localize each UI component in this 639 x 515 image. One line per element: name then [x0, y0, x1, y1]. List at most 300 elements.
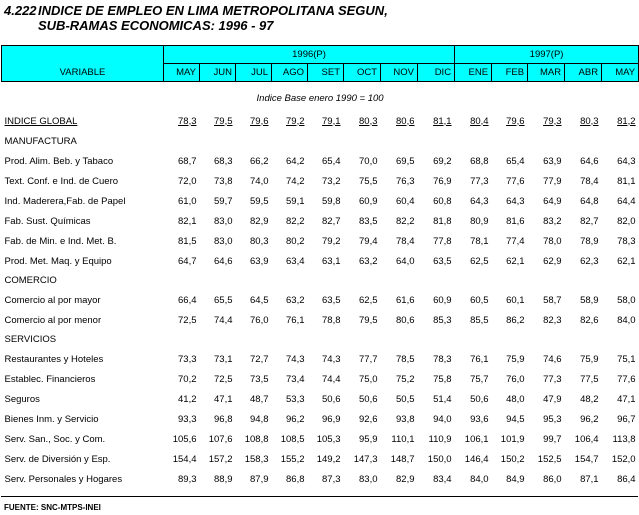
value-cell: 58,7: [543, 294, 562, 306]
value-cell: 64,4: [617, 195, 636, 207]
value-cell: 50,6: [470, 393, 489, 405]
value-cell: 77,6: [617, 373, 636, 385]
header-month: MAY: [164, 64, 200, 82]
value-cell: 66,4: [178, 294, 197, 306]
source-note: FUENTE: SNC-MTPS-INEI: [4, 503, 101, 512]
header-month: DIC: [418, 64, 455, 82]
header-month: ABR: [565, 64, 602, 82]
value-cell: 82,6: [580, 314, 599, 326]
value-cell: 79,4: [359, 235, 378, 247]
value-cell: 62,1: [617, 255, 636, 267]
value-cell: 99,7: [543, 433, 562, 445]
value-cell: 86,2: [506, 314, 525, 326]
value-cell: 58,0: [617, 294, 636, 306]
table-row: [2, 389, 639, 409]
value-cell: 149,2: [316, 453, 341, 465]
value-cell: 101,9: [500, 433, 525, 445]
value-cell: [455, 271, 492, 290]
value-cell: 79,1: [322, 115, 341, 127]
value-cell: 154,7: [574, 453, 599, 465]
value-cell: 59,8: [322, 195, 341, 207]
section-label: MANUFACTURA: [4, 136, 77, 147]
value-cell: 89,3: [178, 473, 197, 485]
value-cell: [200, 132, 236, 151]
section-row: [2, 132, 639, 151]
header-month: JUN: [200, 64, 236, 82]
value-cell: 73,3: [178, 353, 197, 365]
section-row: [2, 330, 639, 349]
value-cell: 76,3: [396, 175, 415, 187]
value-cell: [344, 271, 381, 290]
value-cell: [492, 271, 528, 290]
value-cell: 62,5: [359, 294, 378, 306]
value-cell: [602, 330, 639, 349]
value-cell: 77,6: [506, 175, 525, 187]
value-cell: [418, 330, 455, 349]
value-cell: 73,8: [214, 175, 233, 187]
value-cell: [164, 330, 200, 349]
value-cell: 47,9: [543, 393, 562, 405]
value-cell: [200, 330, 236, 349]
value-cell: 69,5: [396, 155, 415, 167]
value-cell: 77,3: [470, 175, 489, 187]
table-row: [2, 310, 639, 330]
value-cell: 108,5: [280, 433, 305, 445]
value-cell: [236, 132, 272, 151]
value-cell: 81,8: [433, 215, 452, 227]
value-cell: 78,4: [580, 175, 599, 187]
value-cell: 110,9: [428, 433, 452, 445]
value-cell: 64,3: [470, 195, 489, 207]
value-cell: 95,9: [359, 433, 378, 445]
value-cell: 94,8: [250, 413, 269, 425]
value-cell: 63,5: [322, 294, 341, 306]
value-cell: 81,6: [506, 215, 525, 227]
value-cell: 152,5: [537, 453, 562, 465]
value-cell: 72,0: [178, 175, 197, 187]
value-cell: 107,6: [208, 433, 233, 445]
table-row: [2, 231, 639, 251]
value-cell: [381, 132, 418, 151]
value-cell: [455, 132, 492, 151]
header-month: JUL: [236, 64, 272, 82]
value-cell: [344, 330, 381, 349]
value-cell: [602, 271, 639, 290]
value-cell: 73,4: [286, 373, 305, 385]
value-cell: 63,4: [286, 255, 305, 267]
value-cell: 77,9: [543, 175, 562, 187]
value-cell: 150,2: [500, 453, 525, 465]
value-cell: [200, 271, 236, 290]
value-cell: [272, 132, 308, 151]
table-title-line1: [4, 3, 388, 18]
row-label: Fab. de Min. e Ind. Met. B.: [4, 235, 117, 247]
value-cell: 64,3: [617, 155, 636, 167]
value-cell: 50,6: [322, 393, 341, 405]
table-row: [2, 251, 639, 271]
row-label: Text. Conf. e Ind. de Cuero: [4, 175, 119, 187]
value-cell: 47,1: [617, 393, 636, 405]
value-cell: 72,5: [178, 314, 197, 326]
value-cell: 77,8: [433, 235, 452, 247]
base-note: Indice Base enero 1990 = 100: [256, 92, 384, 104]
value-cell: 66,2: [250, 155, 269, 167]
value-cell: 81,1: [617, 175, 636, 187]
value-cell: 85,3: [433, 314, 452, 326]
value-cell: 76,9: [433, 175, 452, 187]
value-cell: 94,5: [506, 413, 525, 425]
value-cell: 83,0: [214, 215, 233, 227]
value-cell: 76,0: [250, 314, 269, 326]
value-cell: 61,6: [396, 294, 415, 306]
value-cell: 65,4: [322, 155, 341, 167]
value-cell: 79,6: [506, 115, 525, 127]
value-cell: 96,8: [214, 413, 233, 425]
value-cell: 78,9: [580, 235, 599, 247]
value-cell: [492, 132, 528, 151]
value-cell: 78,3: [617, 235, 636, 247]
value-cell: 76,1: [470, 353, 489, 365]
value-cell: [528, 271, 565, 290]
value-cell: 75,2: [396, 373, 415, 385]
value-cell: [308, 132, 344, 151]
value-cell: 158,3: [244, 453, 269, 465]
value-cell: 96,9: [322, 413, 341, 425]
value-cell: 95,3: [543, 413, 562, 425]
value-cell: 79,5: [359, 314, 378, 326]
value-cell: 63,9: [543, 155, 562, 167]
table-row: [2, 290, 639, 310]
value-cell: 82,2: [396, 215, 415, 227]
value-cell: [455, 330, 492, 349]
value-cell: [565, 271, 602, 290]
value-cell: 77,7: [359, 353, 378, 365]
value-cell: 79,3: [543, 115, 562, 127]
header-variable: VARIABLE: [2, 64, 164, 82]
value-cell: 113,8: [612, 433, 636, 445]
value-cell: 75,9: [506, 353, 525, 365]
header-month: ENE: [455, 64, 492, 82]
value-cell: 77,4: [506, 235, 525, 247]
value-cell: 64,7: [178, 255, 197, 267]
value-cell: 94,0: [433, 413, 452, 425]
value-cell: 106,1: [464, 433, 489, 445]
value-cell: 75,9: [580, 353, 599, 365]
table-row: [2, 409, 639, 429]
value-cell: 92,6: [359, 413, 378, 425]
value-cell: 76,1: [286, 314, 305, 326]
row-label: Ind. Maderera,Fab. de Papel: [4, 195, 126, 207]
value-cell: 63,2: [286, 294, 305, 306]
value-cell: 93,3: [178, 413, 197, 425]
value-cell: 82,2: [286, 215, 305, 227]
value-cell: 83,4: [433, 473, 452, 485]
value-cell: 86,4: [617, 473, 636, 485]
value-cell: 41,2: [178, 393, 197, 405]
value-cell: [565, 132, 602, 151]
value-cell: 82,1: [178, 215, 197, 227]
value-cell: 60,1: [506, 294, 525, 306]
value-cell: 65,4: [506, 155, 525, 167]
value-cell: 84,0: [470, 473, 489, 485]
value-cell: 88,9: [214, 473, 233, 485]
value-cell: [308, 330, 344, 349]
value-cell: 78,3: [433, 353, 452, 365]
value-cell: 74,4: [214, 314, 233, 326]
table-row: [2, 349, 639, 369]
value-cell: 68,3: [214, 155, 233, 167]
value-cell: [308, 271, 344, 290]
table-row: [2, 429, 639, 449]
value-cell: 70,2: [178, 373, 197, 385]
row-label: Comercio al por mayor: [4, 294, 101, 306]
value-cell: 60,5: [470, 294, 489, 306]
value-cell: 81,5: [178, 235, 197, 247]
value-cell: [381, 271, 418, 290]
value-cell: 83,0: [214, 235, 233, 247]
value-cell: 63,1: [322, 255, 341, 267]
value-cell: 80,3: [359, 115, 378, 127]
value-cell: 78,1: [470, 235, 489, 247]
value-cell: 68,7: [178, 155, 197, 167]
value-cell: 77,5: [580, 373, 599, 385]
value-cell: 96,2: [580, 413, 599, 425]
value-cell: 62,3: [580, 255, 599, 267]
global-index-row: [2, 110, 639, 132]
value-cell: 148,7: [390, 453, 415, 465]
value-cell: 73,2: [322, 175, 341, 187]
value-cell: 85,5: [470, 314, 489, 326]
value-cell: 50,5: [396, 393, 415, 405]
value-cell: 74,4: [322, 373, 341, 385]
value-cell: 152,0: [611, 453, 636, 465]
value-cell: 74,3: [322, 353, 341, 365]
value-cell: 76,0: [506, 373, 525, 385]
value-cell: 87,1: [580, 473, 599, 485]
value-cell: 51,4: [433, 393, 452, 405]
value-cell: 106,4: [574, 433, 599, 445]
value-cell: 63,5: [433, 255, 452, 267]
value-cell: 74,2: [286, 175, 305, 187]
value-cell: 96,7: [617, 413, 636, 425]
value-cell: 58,9: [580, 294, 599, 306]
value-cell: [164, 132, 200, 151]
header-year-row: [2, 46, 639, 64]
row-label: Serv. de Diversión y Esp.: [4, 453, 111, 465]
value-cell: 79,6: [250, 115, 269, 127]
value-cell: 62,5: [470, 255, 489, 267]
row-label: Bienes Inm. y Servicio: [4, 413, 99, 425]
value-cell: 86,0: [543, 473, 562, 485]
value-cell: 87,9: [250, 473, 269, 485]
row-label: Seguros: [4, 393, 40, 405]
value-cell: 147,3: [353, 453, 378, 465]
header-month: NOV: [381, 64, 418, 82]
value-cell: 110,1: [391, 433, 415, 445]
value-cell: 78,4: [396, 235, 415, 247]
value-cell: [528, 330, 565, 349]
value-cell: 62,1: [506, 255, 525, 267]
section-label: SERVICIOS: [4, 334, 57, 345]
value-cell: 64,6: [214, 255, 233, 267]
value-cell: 150,0: [427, 453, 452, 465]
value-cell: 74,0: [250, 175, 269, 187]
value-cell: 63,9: [250, 255, 269, 267]
value-cell: 53,3: [286, 393, 305, 405]
value-cell: 80,4: [470, 115, 489, 127]
value-cell: 75,0: [359, 373, 378, 385]
header-month: MAR: [528, 64, 565, 82]
value-cell: 73,1: [214, 353, 233, 365]
table-row: [2, 449, 639, 469]
value-cell: 65,5: [214, 294, 233, 306]
value-cell: 79,2: [322, 235, 341, 247]
table-row: [2, 191, 639, 211]
value-cell: 80,6: [396, 314, 415, 326]
value-cell: [236, 330, 272, 349]
value-cell: 75,8: [433, 373, 452, 385]
value-cell: 157,2: [208, 453, 233, 465]
value-cell: 154,4: [172, 453, 197, 465]
value-cell: 80,3: [250, 235, 269, 247]
value-cell: 59,1: [286, 195, 305, 207]
value-cell: 60,8: [433, 195, 452, 207]
value-cell: 83,2: [543, 215, 562, 227]
value-cell: 61,0: [178, 195, 197, 207]
value-cell: 84,9: [506, 473, 525, 485]
table-row: [2, 469, 639, 489]
value-cell: 64,8: [580, 195, 599, 207]
value-cell: 69,2: [433, 155, 452, 167]
value-cell: 75,5: [359, 175, 378, 187]
value-cell: 80,6: [396, 115, 415, 127]
value-cell: [418, 132, 455, 151]
header-month: OCT: [344, 64, 381, 82]
value-cell: 108,8: [244, 433, 269, 445]
value-cell: [344, 132, 381, 151]
value-cell: 63,2: [359, 255, 378, 267]
value-cell: 79,5: [214, 115, 233, 127]
value-cell: 86,8: [286, 473, 305, 485]
value-cell: 83,0: [359, 473, 378, 485]
value-cell: [565, 330, 602, 349]
value-cell: 48,2: [580, 393, 599, 405]
row-label: Serv. Personales y Hogares: [4, 473, 123, 485]
section-row: [2, 271, 639, 290]
value-cell: 59,5: [250, 195, 269, 207]
table-row: [2, 151, 639, 171]
table-row: [2, 171, 639, 191]
value-cell: 68,8: [470, 155, 489, 167]
value-cell: 74,3: [286, 353, 305, 365]
header-year-1996: 1996(P): [164, 46, 455, 64]
value-cell: 70,0: [359, 155, 378, 167]
value-cell: 82,7: [322, 215, 341, 227]
value-cell: [528, 132, 565, 151]
value-cell: [272, 271, 308, 290]
value-cell: 48,7: [250, 393, 269, 405]
value-cell: 105,6: [172, 433, 197, 445]
table-title-text: INDICE DE EMPLEO EN LIMA METROPOLITANA SEGUN,: [38, 3, 388, 18]
value-cell: 81,2: [617, 115, 636, 127]
value-cell: 87,3: [322, 473, 341, 485]
value-cell: 48,0: [506, 393, 525, 405]
value-cell: 80,2: [286, 235, 305, 247]
value-cell: [602, 132, 639, 151]
value-cell: 60,4: [396, 195, 415, 207]
table-body: [2, 82, 639, 490]
value-cell: [236, 271, 272, 290]
value-cell: 47,1: [214, 393, 233, 405]
value-cell: 96,2: [286, 413, 305, 425]
header-month: FEB: [492, 64, 528, 82]
value-cell: 72,5: [214, 373, 233, 385]
row-label: Establec. Financieros: [4, 373, 96, 385]
value-cell: 146,4: [464, 453, 489, 465]
value-cell: 64,9: [543, 195, 562, 207]
value-cell: 155,2: [280, 453, 305, 465]
value-cell: 80,3: [580, 115, 599, 127]
value-cell: 77,3: [543, 373, 562, 385]
value-cell: 82,3: [543, 314, 562, 326]
value-cell: 78,5: [396, 353, 415, 365]
value-cell: 72,7: [250, 353, 269, 365]
value-cell: 82,9: [250, 215, 269, 227]
value-cell: 82,7: [580, 215, 599, 227]
value-cell: 64,5: [250, 294, 269, 306]
table-row: [2, 369, 639, 389]
row-label: Restaurantes y Hoteles: [4, 353, 104, 365]
value-cell: [492, 330, 528, 349]
table-bottom-rule: [1, 496, 638, 497]
row-label: INDICE GLOBAL: [4, 115, 78, 127]
value-cell: 64,0: [396, 255, 415, 267]
header-month: MAY: [602, 64, 639, 82]
value-cell: [418, 271, 455, 290]
value-cell: 62,9: [543, 255, 562, 267]
table-number: 4.222: [4, 3, 37, 18]
value-cell: 73,5: [250, 373, 269, 385]
value-cell: 81,1: [433, 115, 452, 127]
value-cell: 84,0: [617, 314, 636, 326]
header-variable-top: [2, 46, 164, 64]
table-title-line2: SUB-RAMAS ECONOMICAS: 1996 - 97: [38, 18, 274, 33]
value-cell: [381, 330, 418, 349]
value-cell: 75,7: [470, 373, 489, 385]
value-cell: 82,0: [617, 215, 636, 227]
value-cell: 93,8: [396, 413, 415, 425]
value-cell: 50,6: [359, 393, 378, 405]
employment-index-table: [1, 45, 639, 489]
row-label: Prod. Met. Maq. y Equipo: [4, 255, 112, 267]
header-month: AGO: [272, 64, 308, 82]
row-label: Comercio al por menor: [4, 314, 102, 326]
value-cell: 74,6: [543, 353, 562, 365]
row-label: Serv. San., Soc. y Com.: [4, 433, 106, 445]
value-cell: 60,9: [359, 195, 378, 207]
value-cell: 80,9: [470, 215, 489, 227]
value-cell: 60,9: [433, 294, 452, 306]
section-label: COMERCIO: [4, 275, 57, 286]
value-cell: 78,0: [543, 235, 562, 247]
value-cell: 83,5: [359, 215, 378, 227]
value-cell: 64,6: [580, 155, 599, 167]
value-cell: 64,2: [286, 155, 305, 167]
value-cell: [164, 271, 200, 290]
value-cell: 79,2: [286, 115, 305, 127]
header-year-1997: 1997(P): [455, 46, 639, 64]
value-cell: 75,1: [617, 353, 636, 365]
